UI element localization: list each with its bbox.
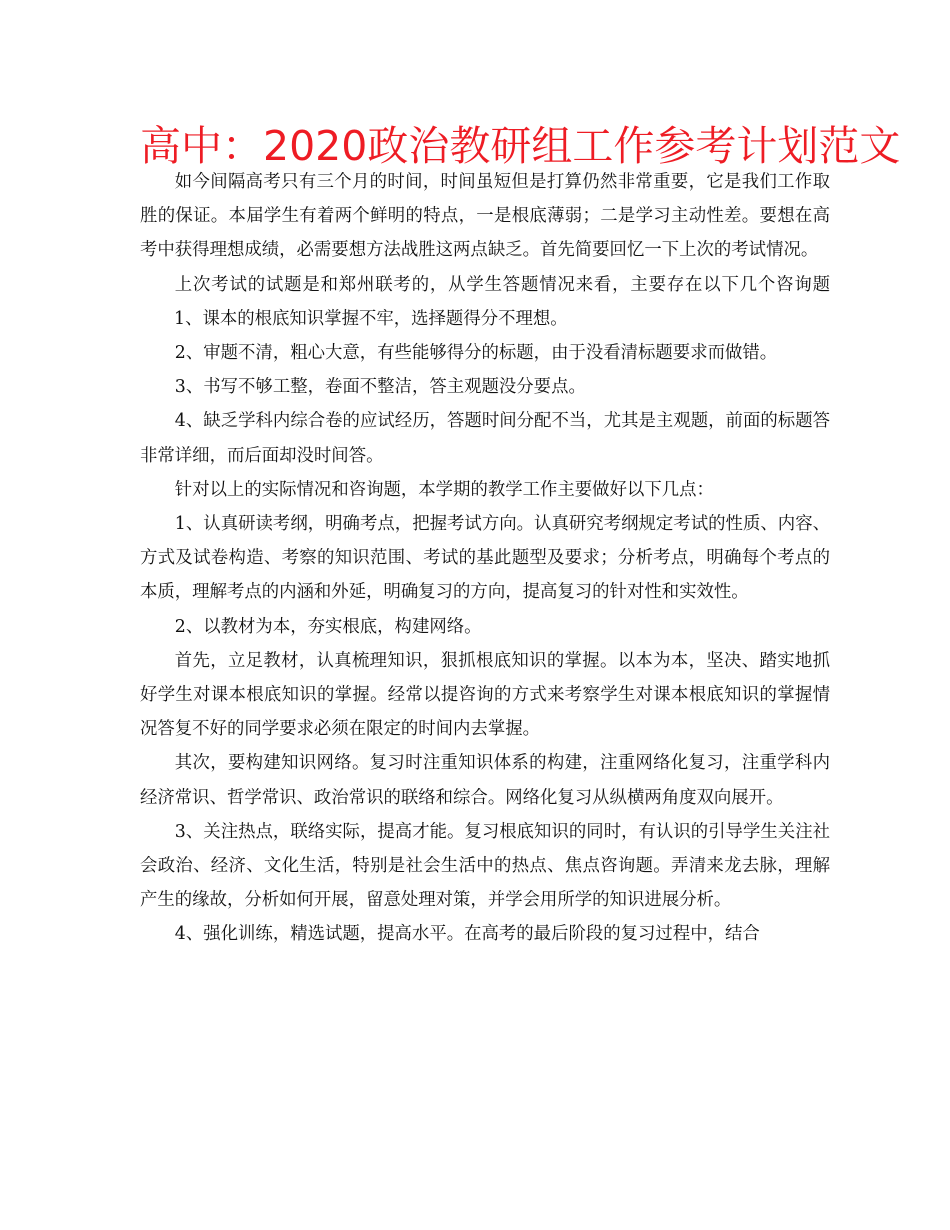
paragraph: 2、审题不清，粗心大意，有些能够得分的标题，由于没看清标题要求而做错。 [174,343,778,364]
paragraph: 针对以上的实际情况和咨询题，本学期的教学工作主要做好以下几点： [174,479,714,500]
paragraph: 3、书写不够工整，卷面不整洁，答主观题没分要点。 [174,377,586,398]
paragraph: 4、缺乏学科内综合卷的应试经历，答题时间分配不当，尤其是主观题，前面的标题答非常详细，而后面却没时间答。 [140,411,830,466]
paragraph: 如今间隔高考只有三个月的时间，时间虽短但是打算仍然非常重要，它是我们工作取胜的保证。本届学生有着两个鲜明的特点，一是根底薄弱；二是学习主动性差。要想在高考中获得理想成绩，必需要想方法战胜这两点缺乏。首先简要回忆一下上次的考试情况。 [140,172,830,261]
paragraph: 2、以教材为本，夯实根底，构建网络。 [174,616,482,637]
paragraph: 3、关注热点，联络实际，提高才能。复习根底知识的同时，有认识的引导学生关注社会政治、经济、文化生活，特别是社会生活中的热点、焦点咨询题。弄清来龙去脉，理解产生的缘故，分析如何开展，留意处理对策，并学会用所学的知识进展分析。 [140,821,830,911]
paragraph: 4、强化训练，精选试题，提高水平。在高考的最后阶段的复习过程中，结合 [174,924,760,945]
paragraph-text: 1、课本的根底知识掌握不牢，选择题得分不理想。 [174,308,568,329]
paragraph-text: 上次考试的试题是和郑州联考的，从学生答题情况来看，主要存在以下几个咨询题 [174,274,830,295]
document-body [140,165,830,952]
paragraph: 首先，立足教材，认真梳理知识，狠抓根底知识的掌握。以本为本，坚决、踏实地抓好学生对课本根底知识的掌握。经常以提咨询的方式来考察学生对课本根底知识的掌握情况答复不好的同学要求必须在限定的时间内去掌握。 [140,650,830,740]
paragraph: 1、认真研读考纲，明确考点，把握考试方向。认真研究考纲规定考试的性质、内容、方式及试卷构造、考察的知识范围、考试的基此题型及要求；分析考点，明确每个考点的本质，理解考点的内涵和外延，明确复习的方向，提高复习的针对性和实效性。 [140,514,830,603]
paragraph [140,268,830,336]
paragraph: 其次，要构建知识网络。复习时注重知识体系的构建，注重网络化复习，注重学科内经济常识、哲学常识、政治常识的联络和综合。网络化复习从纵横两角度双向展开。 [140,753,830,808]
document-title: 高中：2020政治教研组工作参考计划范文 [140,122,901,170]
